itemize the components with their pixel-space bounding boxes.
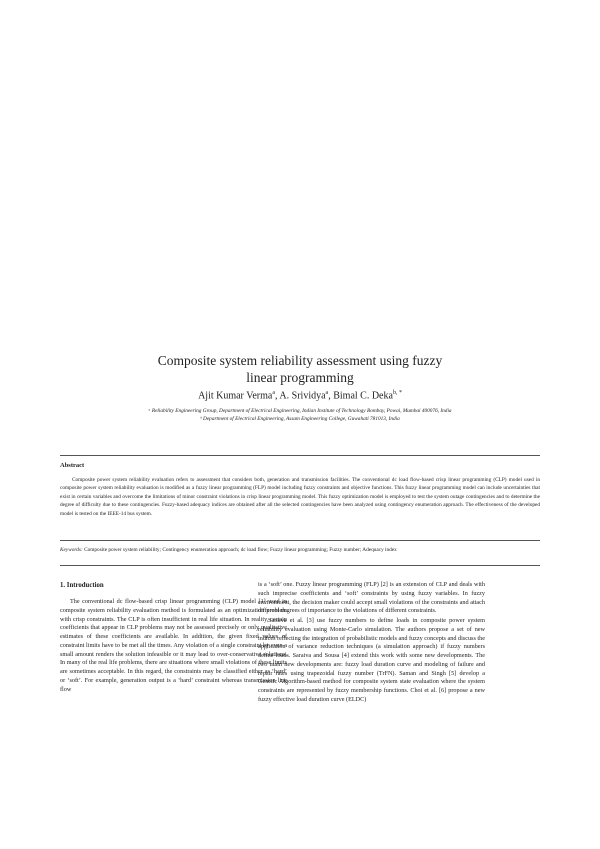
author-1: Ajit Kumar Verma [198, 390, 273, 402]
keywords-bottom-rule [60, 565, 540, 566]
author-list [0, 390, 600, 401]
author-2: , A. Srividya [274, 390, 326, 402]
right-column [258, 581, 485, 706]
abstract-bottom-rule [60, 540, 540, 541]
abstract-heading: Abstract [60, 462, 85, 469]
abstract-text: Composite power system reliability evaluation refers to assessment that considers both, generation and transmission facilities. The conventional dc load flow-based crisp linear programming (CLP) model used in composite power system reliability evaluation is modified as a fuzzy linear programming (FLP) model including fuzzy constraints and objective functions. This fuzzy linear programming model can include uncertainties that exist in certain variables and overcome the limitations of minor constraint violations in crisp linear programming model. This fuzzy optimization model is employed to test the system outage contingencies and to determine the degree of difficulty due to these contingencies. Fuzzy-based adequacy indices are obtained after all the selected contingencies have been analyzed using contingency enumeration approach. The effectiveness of the developed model is tested on the IEEE-14 bus system. [60, 477, 540, 517]
paper-title [0, 352, 600, 386]
author-3: , Bimal C. Deka [328, 390, 393, 402]
right-paragraph-1: is a ‘soft’ one. Fuzzy linear programming (FLP) [2] is an extension of CLP and deals with such imprecise coefficients and ‘soft’ constraints by using fuzzy variables. In fuzzy environment, the decision maker could accept small violations of the constraints and attach different degrees of importance to the violations of different constraints. [258, 581, 485, 615]
left-paragraph-1: The conventional dc flow-based crisp linear programming (CLP) model [1] used in composite system reliability evaluation method is formulated as an optimization problem with crisp constraints. The CLP is often insufficient in real life situation. In reality, certain coefficients that appear in CLP problems may not be assessed precisely or only qualitative estimates of these coefficients are available. In addition, the given fixed values of constraint limits have to be met all the times. Any violation of a single constraint by even a small amount renders the solution infeasible or it may lead to over-conservative solutions. In many of the real life problems, there are situations where small violations of these limits are sometimes acceptable. In this regard, the constraints may be classified either as ‘hard’ or ‘soft’. For example, generation output is a ‘hard’ constraint whereas transmission line flow [60, 598, 287, 693]
author-3-affil-mark: b, * [392, 390, 402, 396]
author-1-affil-mark: a [272, 390, 275, 396]
section-heading-introduction: 1. Introduction [60, 582, 104, 589]
title-line-1: Composite system reliability assessment using fuzzy [157, 353, 443, 368]
keywords-text: Composite power system reliability; Contingency enumeration approach; dc load flow; Fuzzy linear programming; Fuzzy number; Adequacy index [82, 547, 397, 553]
title-line-2: linear programming [246, 370, 354, 385]
left-column [60, 598, 287, 695]
affiliation-b: ᵇ Department of Electrical Engineering, Assam Engineering College, Guwahati 781013, India [200, 416, 400, 422]
affiliation-a: ᵃ Reliability Engineering Group, Department of Electrical Engineering, Indian Institute of Technology Bombay, Powai, Mumbai 400076, India [148, 408, 452, 414]
right-paragraph-2: Saraiva et al. [3] use fuzzy numbers to define loads in composite power system reliability evaluation using Monte-Carlo simulation. The authors propose a set of new indices reflecting the integration of probabilistic models and fuzzy concepts and discuss the application of variance reduction techniques (a simulation approach) if fuzzy numbers define loads. Saraiva and Sousa [4] extend this work with some new developments. The two main new developments are: fuzzy load duration curve and modeling of failure and repair rates using trapezoidal fuzzy number (TrFN). Saman and Singh [5] develop a Genetic Algorithm-based method for composite system state evaluation where the system constraints are represented by fuzzy membership functions. Choi et al. [6] propose a new fuzzy effective load duration curve (ELDC) [258, 617, 485, 703]
author-2-affil-mark: a [325, 390, 329, 396]
keywords [60, 547, 540, 553]
abstract-top-rule [60, 455, 540, 456]
keywords-label: Keywords: [60, 547, 83, 553]
